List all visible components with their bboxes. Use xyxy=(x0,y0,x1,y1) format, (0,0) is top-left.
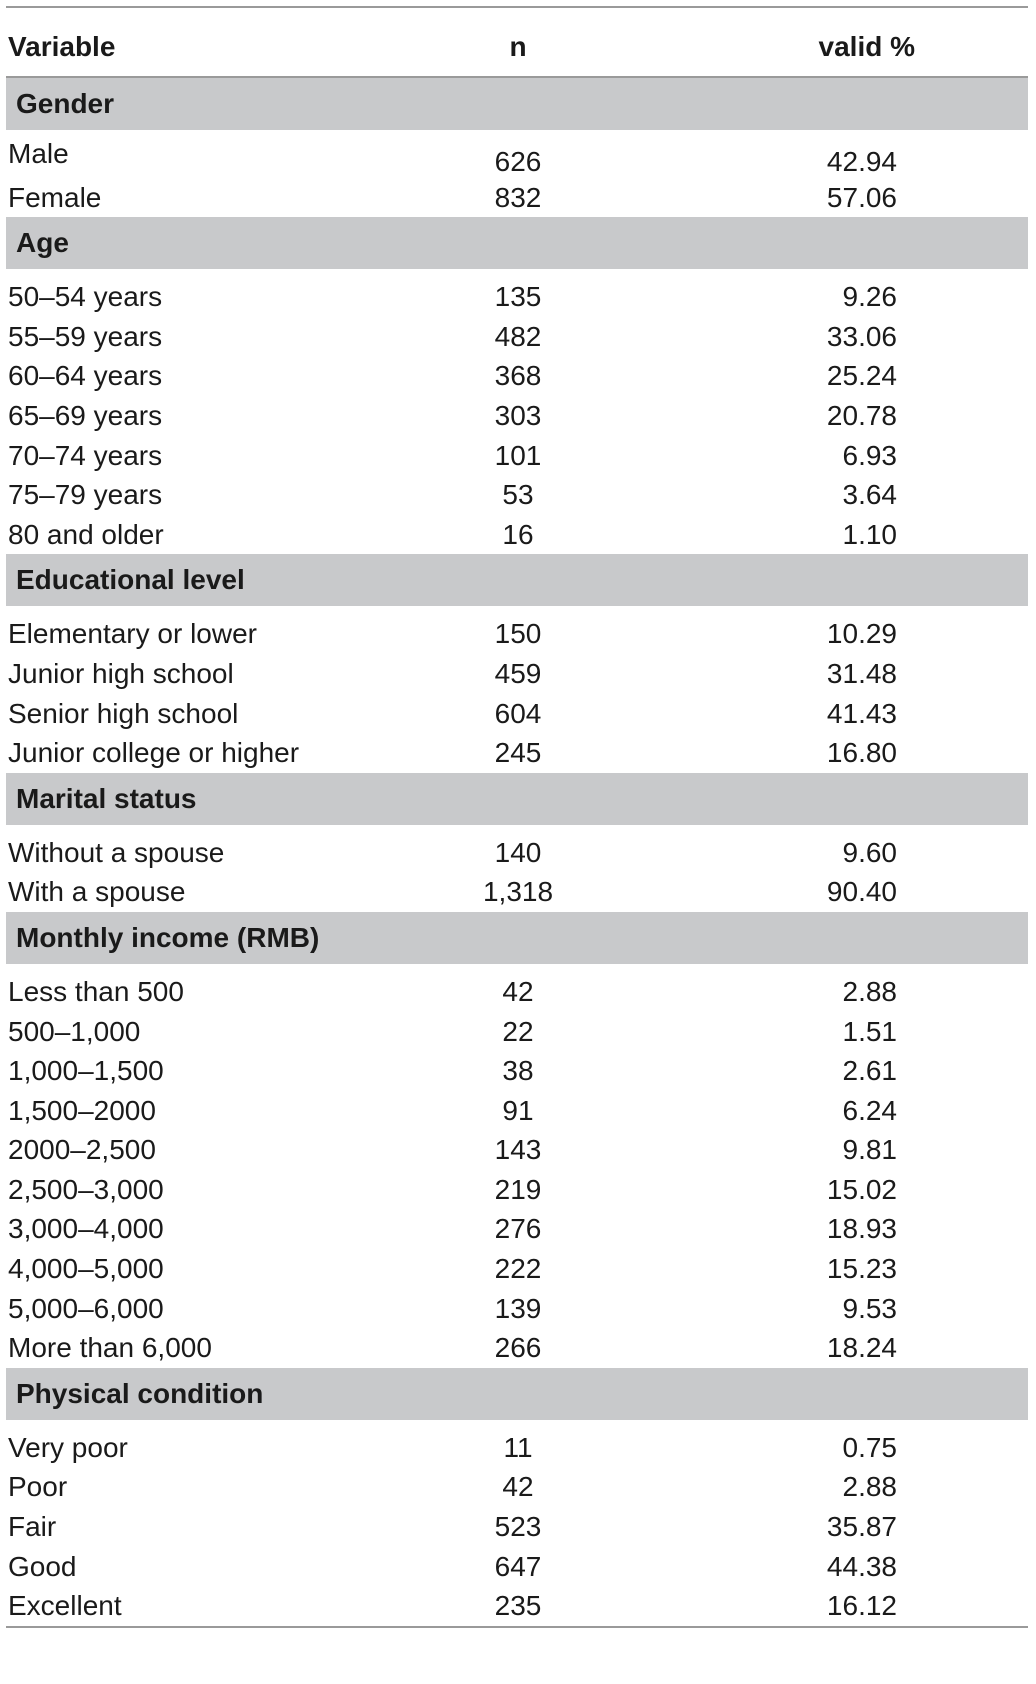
row-label: 4,000–5,000 xyxy=(8,1253,164,1285)
row-n: 303 xyxy=(494,399,542,431)
row-n: 604 xyxy=(494,697,542,729)
row-label: Without a spouse xyxy=(8,836,225,868)
row-label: 5,000–6,000 xyxy=(8,1292,164,1324)
table-row xyxy=(6,1287,1028,1327)
row-label: Male xyxy=(8,138,69,169)
table-row xyxy=(6,136,1028,176)
row-valid-percent: 1.10 xyxy=(842,518,897,550)
row-n: 276 xyxy=(494,1213,542,1245)
section-header xyxy=(6,1368,1028,1420)
row-label: Senior high school xyxy=(8,697,239,729)
section-header xyxy=(6,912,1028,964)
row-valid-percent: 18.93 xyxy=(826,1213,897,1245)
section-header xyxy=(6,78,1028,130)
row-n: 11 xyxy=(503,1431,533,1463)
section-title: Age xyxy=(16,227,69,259)
section-title: Educational level xyxy=(16,564,245,596)
row-n: 523 xyxy=(494,1511,542,1543)
row-label: 1,500–2000 xyxy=(8,1094,156,1126)
table-row xyxy=(6,612,1028,652)
table-row xyxy=(6,1049,1028,1089)
table-row xyxy=(6,870,1028,910)
row-label: Excellent xyxy=(8,1590,122,1622)
table-row xyxy=(6,1168,1028,1208)
table-row xyxy=(6,513,1028,553)
table-row xyxy=(6,275,1028,315)
row-label: 3,000–4,000 xyxy=(8,1213,164,1245)
row-valid-percent: 90.40 xyxy=(826,876,897,908)
row-valid-percent: 42.94 xyxy=(826,146,897,177)
table-row xyxy=(6,1584,1028,1624)
table-row xyxy=(6,1089,1028,1129)
row-n: 22 xyxy=(502,1015,534,1047)
row-n: 647 xyxy=(494,1550,542,1582)
row-label: 2,500–3,000 xyxy=(8,1173,164,1205)
table-header xyxy=(6,8,1028,76)
row-valid-percent: 20.78 xyxy=(826,399,897,431)
row-label: 50–54 years xyxy=(8,281,163,313)
row-valid-percent: 18.24 xyxy=(826,1332,897,1364)
row-n: 143 xyxy=(494,1134,542,1166)
table-row xyxy=(6,731,1028,771)
row-label: With a spouse xyxy=(8,876,186,908)
row-label: Less than 500 xyxy=(8,975,184,1007)
row-n: 150 xyxy=(494,618,542,650)
table-row xyxy=(6,1326,1028,1366)
row-n: 832 xyxy=(494,181,542,213)
row-label: 75–79 years xyxy=(8,479,163,511)
row-label: Female xyxy=(8,181,102,213)
row-n: 1,318 xyxy=(482,876,554,908)
row-valid-percent: 25.24 xyxy=(826,360,897,392)
row-n: 482 xyxy=(494,320,542,352)
row-n: 245 xyxy=(494,737,542,769)
row-label: 500–1,000 xyxy=(8,1015,141,1047)
row-n: 222 xyxy=(494,1253,542,1285)
table-row xyxy=(6,1207,1028,1247)
row-n: 38 xyxy=(502,1055,534,1087)
header-variable: Variable xyxy=(8,31,116,62)
row-label: Junior college or higher xyxy=(8,737,300,769)
table-row xyxy=(6,434,1028,474)
row-valid-percent: 41.43 xyxy=(826,697,897,729)
row-valid-percent: 10.29 xyxy=(826,618,897,650)
row-label: 2000–2,500 xyxy=(8,1134,156,1166)
table-row xyxy=(6,1505,1028,1545)
row-label: Fair xyxy=(8,1511,57,1543)
table-row xyxy=(6,1247,1028,1287)
row-n: 459 xyxy=(494,657,542,689)
row-n: 42 xyxy=(502,1471,534,1503)
table-row xyxy=(6,1010,1028,1050)
row-n: 101 xyxy=(494,439,542,471)
row-valid-percent: 6.93 xyxy=(842,439,897,471)
table-row xyxy=(6,1426,1028,1466)
table-row xyxy=(6,354,1028,394)
table-row xyxy=(6,1128,1028,1168)
table-row xyxy=(6,176,1028,216)
table-row xyxy=(6,394,1028,434)
row-label: 60–64 years xyxy=(8,360,163,392)
table-row xyxy=(6,652,1028,692)
section-header xyxy=(6,554,1028,606)
row-valid-percent: 6.24 xyxy=(842,1094,897,1126)
row-valid-percent: 33.06 xyxy=(826,320,897,352)
section-header xyxy=(6,773,1028,825)
row-label: 65–69 years xyxy=(8,399,163,431)
row-valid-percent: 15.23 xyxy=(826,1253,897,1285)
section-title: Monthly income (RMB) xyxy=(16,921,320,953)
row-valid-percent: 57.06 xyxy=(826,181,897,213)
row-label: Poor xyxy=(8,1471,68,1503)
section-title: Gender xyxy=(16,88,115,119)
row-label: More than 6,000 xyxy=(8,1332,212,1364)
row-valid-percent: 35.87 xyxy=(826,1511,897,1543)
row-n: 368 xyxy=(494,360,542,392)
table-row xyxy=(6,831,1028,871)
row-label: 70–74 years xyxy=(8,439,163,471)
row-valid-percent: 2.88 xyxy=(842,975,897,1007)
row-n: 91 xyxy=(502,1094,534,1126)
section-title: Physical condition xyxy=(16,1377,264,1409)
row-n: 235 xyxy=(494,1590,542,1622)
table-row xyxy=(6,473,1028,513)
row-label: Good xyxy=(8,1550,77,1582)
row-label: 55–59 years xyxy=(8,320,163,352)
row-valid-percent: 2.61 xyxy=(842,1055,897,1087)
row-label: 80 and older xyxy=(8,518,164,550)
row-valid-percent: 9.81 xyxy=(842,1134,897,1166)
row-label: 1,000–1,500 xyxy=(8,1055,164,1087)
row-valid-percent: 3.64 xyxy=(842,479,897,511)
row-valid-percent: 16.12 xyxy=(826,1590,897,1622)
row-n: 626 xyxy=(494,146,542,177)
table-row xyxy=(6,1465,1028,1505)
row-valid-percent: 2.88 xyxy=(842,1471,897,1503)
row-valid-percent: 1.51 xyxy=(842,1015,897,1047)
row-label: Very poor xyxy=(8,1431,128,1463)
row-n: 219 xyxy=(494,1173,542,1205)
table-row xyxy=(6,315,1028,355)
demographics-table xyxy=(6,6,1028,1628)
row-valid-percent: 9.53 xyxy=(842,1292,897,1324)
row-n: 266 xyxy=(494,1332,542,1364)
row-valid-percent: 44.38 xyxy=(826,1550,897,1582)
row-n: 42 xyxy=(502,975,534,1007)
bottom-rule xyxy=(6,1626,1028,1628)
section-title: Marital status xyxy=(16,782,197,814)
table-row xyxy=(6,970,1028,1010)
row-n: 135 xyxy=(494,281,542,313)
table-row xyxy=(6,692,1028,732)
section-header xyxy=(6,217,1028,269)
row-valid-percent: 9.26 xyxy=(842,281,897,313)
table-body xyxy=(6,78,1028,1626)
header-valid-percent: valid % xyxy=(818,31,915,62)
row-n: 139 xyxy=(494,1292,542,1324)
row-label: Elementary or lower xyxy=(8,618,257,650)
row-valid-percent: 16.80 xyxy=(826,737,897,769)
row-valid-percent: 0.75 xyxy=(842,1431,897,1463)
row-valid-percent: 15.02 xyxy=(826,1173,897,1205)
header-n: n xyxy=(509,31,527,62)
table-row xyxy=(6,1545,1028,1585)
row-valid-percent: 31.48 xyxy=(826,657,897,689)
row-valid-percent: 9.60 xyxy=(842,836,897,868)
row-label: Junior high school xyxy=(8,657,234,689)
row-n: 16 xyxy=(502,518,534,550)
row-n: 140 xyxy=(494,836,542,868)
row-n: 53 xyxy=(502,479,534,511)
